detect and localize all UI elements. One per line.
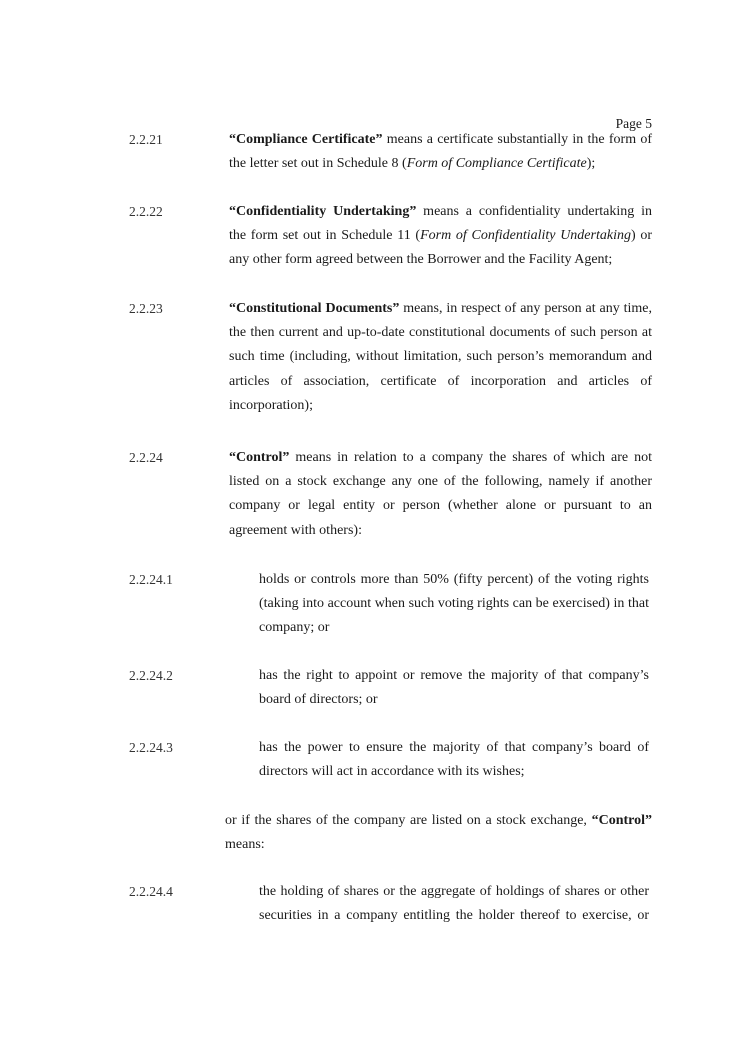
clause-text: “Control” means in relation to a company the shares of which are not listed on a stock exchange any one of the following, namely if another company or legal entity or person (whether alone or pursuant to an agreement with others):	[229, 450, 652, 538]
clause-text: holds or controls more than 50% (fifty percent) of the voting rights (taking into account when such voting rights can be exercised) in that company; or	[259, 572, 649, 636]
defined-term: “Control”	[229, 450, 290, 465]
clause-number: 2.2.24.3	[129, 740, 173, 755]
defined-term: “Confidentiality Undertaking”	[229, 204, 417, 219]
clause-text: the holding of shares or the aggregate of holdings of shares or other securities in a company entitling the holder thereof to exercise, or	[259, 884, 649, 924]
schedule-reference: Form of Confidentiality Undertaking	[420, 228, 631, 244]
clause-text: or if the shares of the company are listed on a stock exchange, “Control” means:	[225, 813, 652, 853]
clause-text: “Compliance Certificate” means a certificate substantially in the form of the letter set out in Schedule 8 (Form of Compliance Certificate);	[229, 132, 652, 172]
clause-number: 2.2.23	[129, 301, 163, 316]
defined-term: “Compliance Certificate”	[229, 132, 383, 147]
schedule-reference: Form of Compliance Certificate	[406, 156, 587, 172]
clause-number: 2.2.24.2	[129, 668, 173, 683]
clause-number: 2.2.24.4	[129, 884, 173, 899]
defined-term: “Control”	[591, 813, 652, 828]
clause-number: 2.2.24	[129, 450, 163, 465]
clause-number: 2.2.22	[129, 204, 163, 219]
defined-term: “Constitutional Documents”	[229, 301, 400, 316]
clause-number: 2.2.24.1	[129, 572, 173, 587]
clause-text: has the power to ensure the majority of that company’s board of directors will act in accordance with its wishes;	[259, 740, 649, 780]
clause-text: has the right to appoint or remove the majority of that company’s board of directors; or	[259, 668, 649, 708]
clause-number: 2.2.21	[129, 132, 163, 147]
clause-text: “Constitutional Documents” means, in respect of any person at any time, the then current and up-to-date constitutional documents of such person at such time (including, without limitation, such person’s memorandum and articles of association, certificate of incorporation and articles of incorporation);	[229, 301, 652, 413]
clause-text: “Confidentiality Undertaking” means a confidentiality undertaking in the form set out in Schedule 11 (Form of Confidentiality Undertaking) or any other form agreed between the Borrower and the Facility Agent;	[229, 204, 653, 268]
page-number: Page 5	[615, 116, 652, 131]
